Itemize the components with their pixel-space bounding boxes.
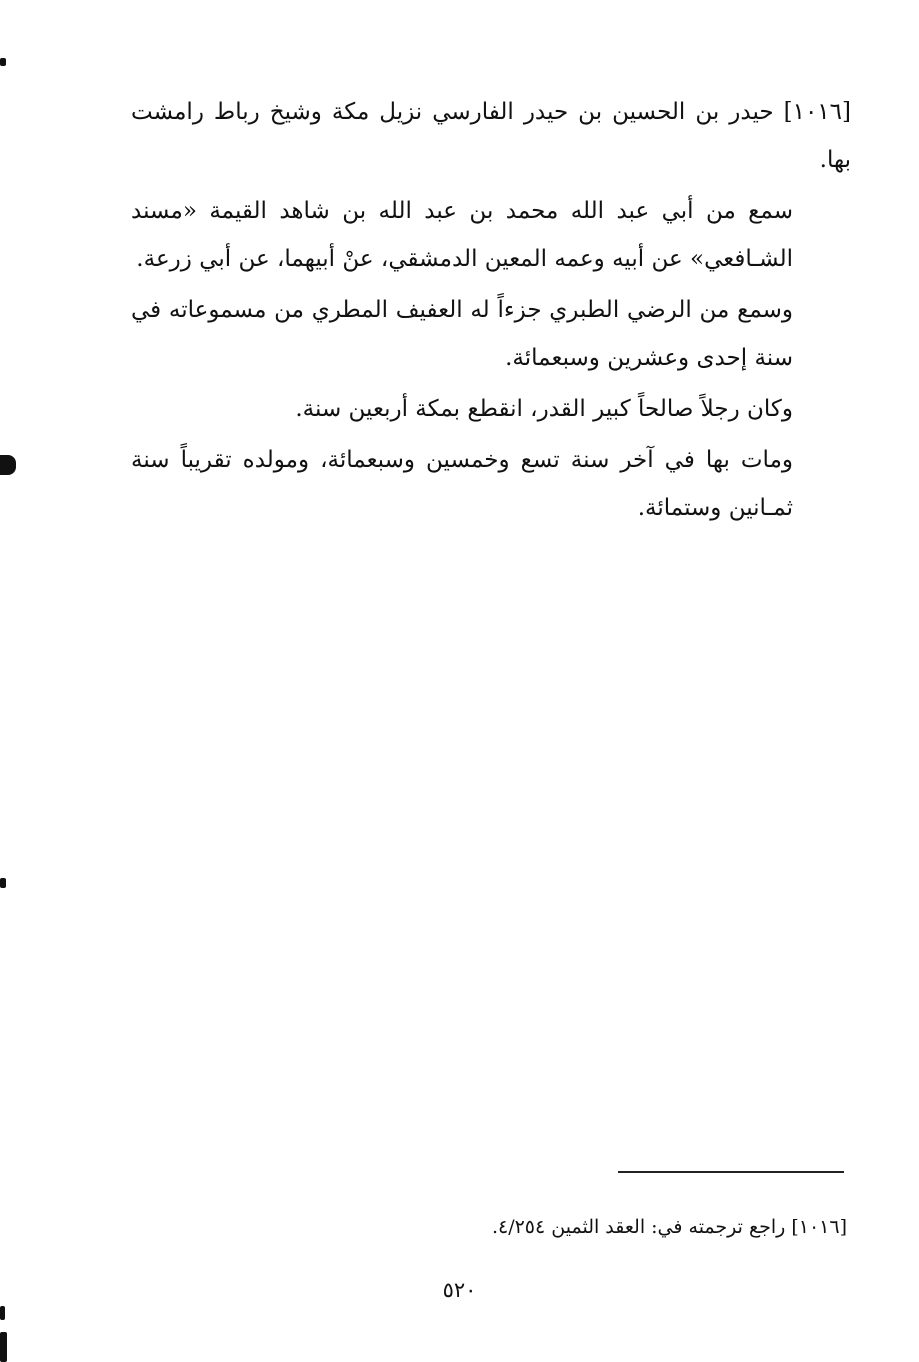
scan-edge-mark-lower: [0, 878, 6, 888]
page-number: ٥٢٠: [442, 1278, 477, 1302]
entry-heading: [١٠١٦] حيدر بن الحسين بن حيدر الفارسي نزيل مكة وشيخ رباط رامشت بها.: [131, 99, 851, 173]
scan-edge-mark-top: [0, 58, 6, 66]
paragraph-hearing-tabari: وسمع من الرضي الطبري جزءاً له العفيف المطري من مسموعاته في سنة إحدى وعشرين وسبعمائة.: [131, 297, 793, 371]
paragraph-death-birth: ومات بها في آخر سنة تسع وخمسين وسبعمائة، ومولده تقريباً سنة ثمـانين وستمائة.: [131, 447, 793, 521]
scan-edge-mark-bottom-2: [0, 1332, 7, 1362]
paragraph-hearing-musnad: سمع من أبي عبد الله محمد بن عبد الله بن شاهد القيمة «مسند الشـافعي» عن أبيه وعمه المعين الدمشقي، عنْ أبيهما، عن أبي زرعة.: [131, 198, 793, 272]
footnote: [١٠١٦] راجع ترجمته في: العقد الثمين ٤/٢٥٤.: [491, 1216, 847, 1238]
scan-edge-mark-middle: [0, 455, 16, 475]
main-text: [131, 88, 851, 535]
paragraph-character: وكان رجلاً صالحاً كبير القدر، انقطع بمكة أربعين سنة.: [295, 396, 793, 422]
footnote-divider: [618, 1171, 844, 1173]
scan-edge-mark-bottom-1: [0, 1306, 5, 1320]
